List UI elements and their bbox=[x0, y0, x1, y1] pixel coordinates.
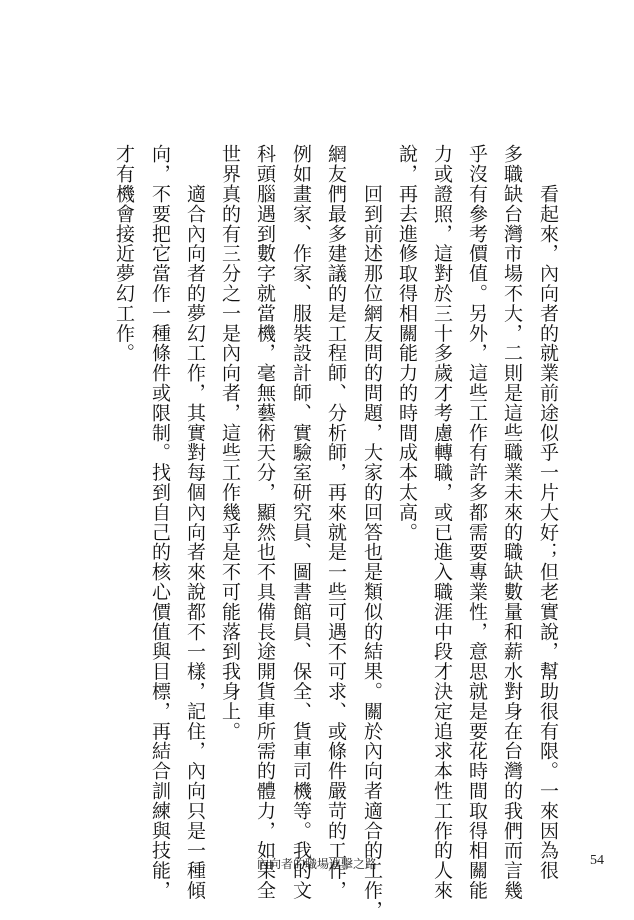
text-column: 世界真的有三分之一是內向者，這些工作幾乎是不可能落到我身上。 bbox=[219, 144, 241, 741]
text-column: 向，不要把它當作一種條件或限制。找到自己的核心價值與目標，再結合訓練與技能， bbox=[149, 144, 171, 901]
page-number: 54 bbox=[590, 853, 604, 868]
text-column: 網友們最多建議的是工程師、分析師，再來就是一些可遇不可求、或條件嚴苛的工作， bbox=[325, 144, 347, 901]
text-column: 說，再去進修取得相關能力的時間成本太高。 bbox=[396, 144, 418, 542]
text-column: 回到前述那位網友問的問題，大家的回答也是類似的結果。關於內向者適合的工作， bbox=[361, 144, 383, 920]
text-column: 科頭腦遇到數字就當機，毫無藝術天分，顯然也不具備長途開貨車所需的體力，如果全 bbox=[254, 144, 276, 901]
text-column: 才有機會接近夢幻工作。 bbox=[113, 144, 135, 363]
text-column: 適合內向者的夢幻工作，其實對每個內向者來說都不一樣，記住，內向只是一種傾 bbox=[184, 144, 206, 901]
text-column: 力或證照，這對於三十多歲才考慮轉職，或已進入職涯中段才決定追求本性工作的人來 bbox=[431, 144, 453, 901]
running-footer-title: 內向者的職場進擊之路 bbox=[256, 857, 377, 871]
text-column: 例如畫家、作家、服裝設計師、實驗室研究員、圖書館員、保全、貨車司機等。我的文 bbox=[290, 144, 312, 901]
text-column: 乎沒有參考價值。另外，這些工作有許多都需要專業性，意思就是要花時間取得相關能 bbox=[466, 144, 488, 901]
text-column: 多職缺台灣市場不大，二則是這些職業未來的職缺數量和薪水對身在台灣的我們而言幾 bbox=[501, 144, 523, 901]
text-column: 看起來，內向者的就業前途似乎一片大好；但老實說，幫助很有限。一來因為很 bbox=[537, 144, 559, 881]
